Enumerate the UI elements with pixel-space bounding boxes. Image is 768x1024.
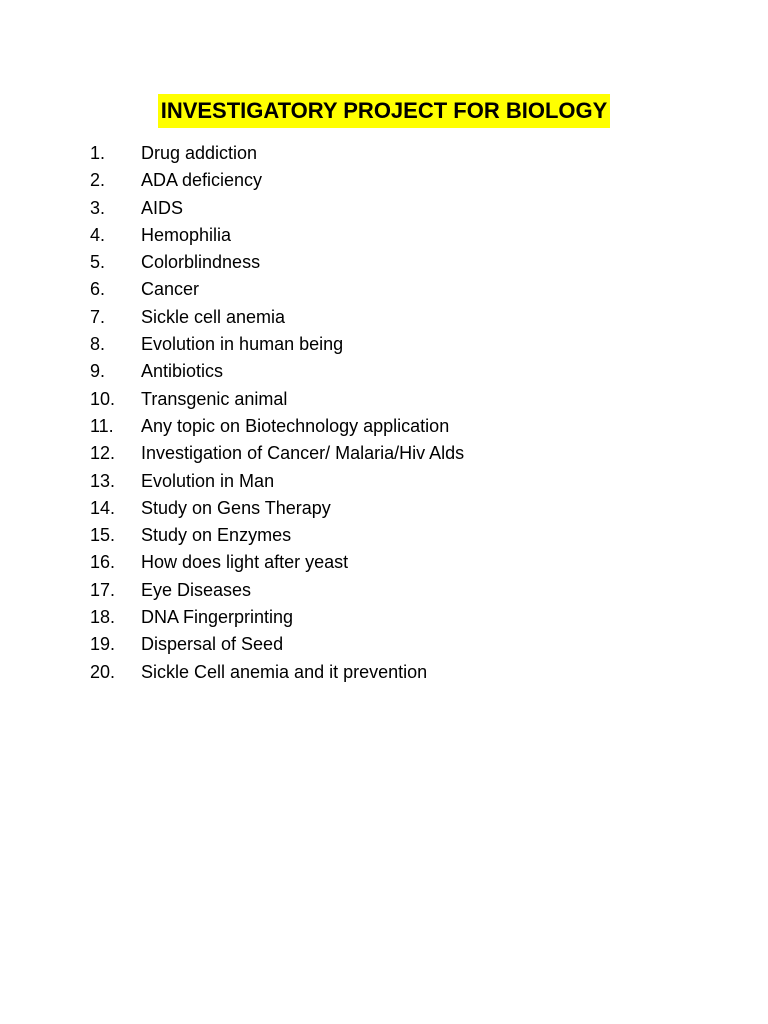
list-item-text: ADA deficiency [141,170,263,191]
list-item [0,195,768,222]
list-item [0,577,768,604]
list-item-number: 17. [90,579,116,600]
list-item-text: Transgenic animal [141,388,288,409]
list-item-text: Evolution in Man [141,470,275,491]
list-item-number: 6. [90,279,106,300]
list-item-number: 16. [90,552,116,573]
list-item [0,358,768,385]
list-item-number: 18. [90,607,116,628]
list-item [0,659,768,686]
list-item-number: 11. [90,415,114,436]
list-item-number: 8. [90,334,106,355]
topic-list [0,140,768,686]
list-item-text: Sickle cell anemia [141,306,286,327]
list-item-text: Investigation of Cancer/ Malaria/Hiv Alds [141,443,465,464]
page-title: INVESTIGATORY PROJECT FOR BIOLOGY [158,94,611,128]
list-item-number: 14. [90,497,116,518]
list-item [0,495,768,522]
list-item [0,413,768,440]
list-item [0,440,768,467]
list-item [0,304,768,331]
list-item-text: Evolution in human being [141,334,344,355]
list-item-text: AIDS [141,197,184,218]
list-item [0,140,768,167]
list-item-number: 10. [90,388,116,409]
list-item [0,604,768,631]
list-item-number: 12. [90,443,116,464]
list-item [0,331,768,358]
list-item [0,276,768,303]
title-container [0,94,768,128]
list-item-text: Eye Diseases [141,579,252,600]
list-item [0,631,768,658]
list-item-text: Any topic on Biotechnology application [141,415,450,436]
list-item [0,167,768,194]
list-item-number: 5. [90,252,106,273]
list-item-text: Antibiotics [141,361,224,382]
list-item [0,386,768,413]
list-item [0,468,768,495]
list-item-number: 9. [90,361,106,382]
list-item-text: Hemophilia [141,224,232,245]
list-item-number: 20. [90,661,116,682]
list-item-number: 7. [90,306,106,327]
list-item-text: DNA Fingerprinting [141,607,294,628]
list-item [0,522,768,549]
list-item-text: Dispersal of Seed [141,634,284,655]
list-item-text: How does light after yeast [141,552,349,573]
list-item [0,222,768,249]
list-item-number: 4. [90,224,106,245]
list-item-text: Colorblindness [141,252,261,273]
list-item-number: 2. [90,170,106,191]
list-item-number: 1. [90,143,106,163]
list-item-text: Drug addiction [141,143,258,163]
list-item-text: Sickle Cell anemia and it prevention [141,661,428,682]
list-item-text: Study on Gens Therapy [141,497,331,518]
list-item [0,549,768,576]
list-item-number: 15. [90,525,116,546]
list-item-text: Cancer [141,279,200,300]
list-item [0,249,768,276]
list-item-number: 19. [90,634,116,655]
list-item-text: Study on Enzymes [141,525,292,546]
list-item-number: 13. [90,470,116,491]
list-item-number: 3. [90,197,106,218]
